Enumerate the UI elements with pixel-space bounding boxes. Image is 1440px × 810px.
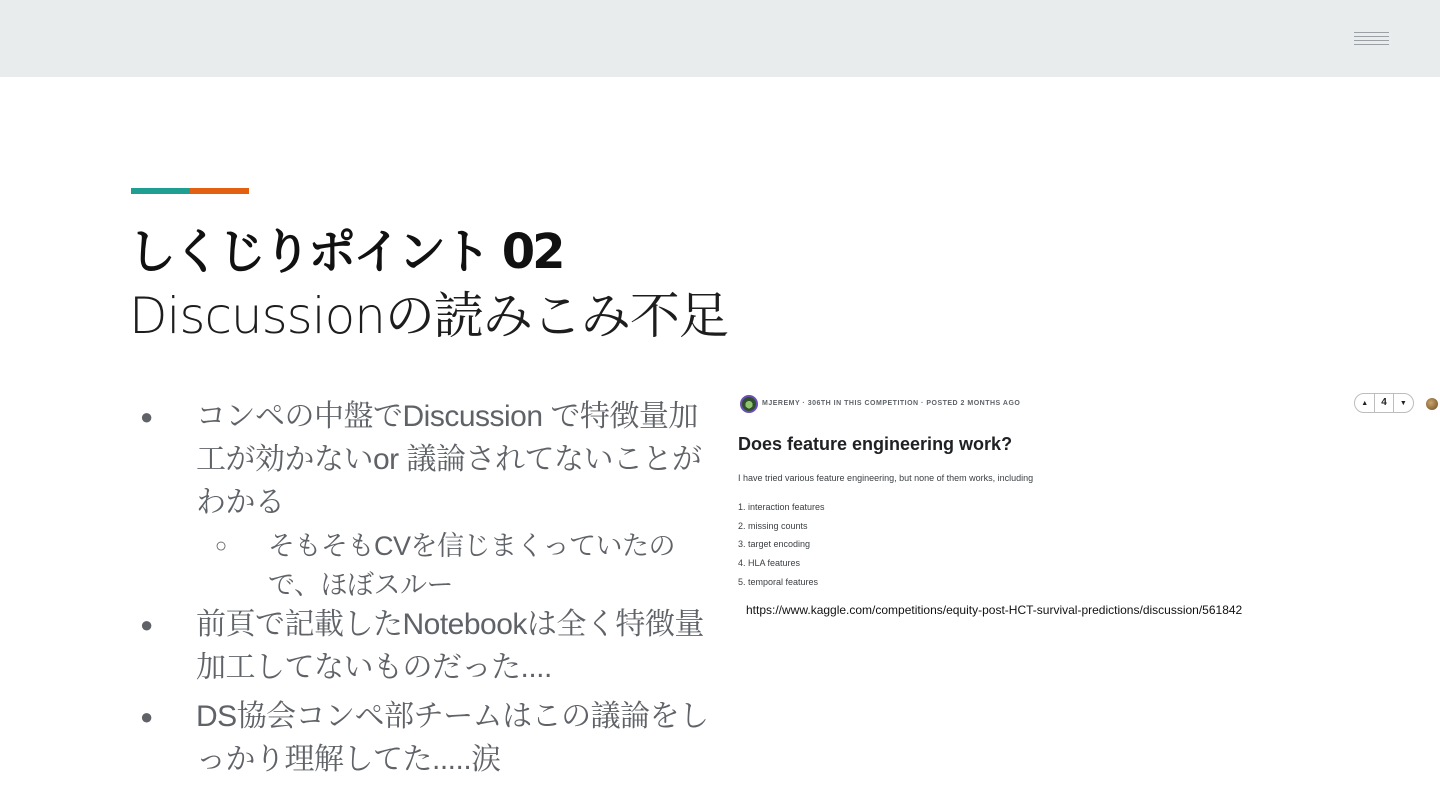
bullet-dot-icon: ● bbox=[140, 704, 154, 729]
medal-icon bbox=[1426, 398, 1438, 410]
caret-down-icon[interactable]: ▼ bbox=[1399, 399, 1407, 407]
bullet-dot-icon: ● bbox=[140, 404, 154, 429]
feature-list bbox=[738, 501, 825, 594]
list-item: 4. HLA features bbox=[738, 558, 801, 569]
vote-count: 4 bbox=[1374, 394, 1393, 412]
bullet-text: 前頁で記載したNotebookは全く特徴量加工してないものだった.... bbox=[196, 608, 704, 684]
bullet-text: DS協会コンペ部チームはこの議論をしっかり理解してた.....涙 bbox=[196, 700, 709, 776]
bullet-dot-icon: ● bbox=[140, 612, 154, 637]
hamburger-menu-icon[interactable] bbox=[1354, 32, 1389, 46]
top-bar bbox=[0, 0, 1440, 77]
slide-subtitle: Discussionの読みこみ不足 bbox=[129, 287, 728, 345]
list-item: 2. missing counts bbox=[738, 520, 808, 531]
list-item: 3. target encoding bbox=[738, 539, 811, 550]
accent-bar-teal bbox=[131, 188, 190, 194]
discussion-title: Does feature engineering work? bbox=[738, 434, 1013, 454]
discussion-body: I have tried various feature engineering, but none of them works, including bbox=[738, 473, 1034, 483]
slide-title: しくじりポイント 02 bbox=[128, 224, 563, 280]
vote-widget bbox=[1354, 393, 1414, 413]
discussion-screenshot bbox=[730, 385, 1440, 595]
list-item: 5. temporal features bbox=[738, 576, 819, 587]
bullet-text: コンペの中盤でDiscussion で特徴量加工が効かないor 議論されてないことがわかる bbox=[196, 400, 702, 519]
discussion-link[interactable]: https://www.kaggle.com/competitions/equity-post-HCT-survival-predictions/discussion/561842 bbox=[746, 603, 1243, 617]
accent-bar-orange bbox=[190, 188, 249, 194]
list-item: 1. interaction features bbox=[738, 502, 825, 512]
post-meta: MJEREMY · 306TH IN THIS COMPETITION · POSTED 2 MONTHS AGO bbox=[762, 400, 1021, 407]
caret-up-icon[interactable]: ▲ bbox=[1361, 399, 1369, 407]
sub-bullet-text: そもそもCVを信じまくっていたので、ほぼスルー bbox=[268, 531, 675, 600]
sub-bullet-circle-icon: ○ bbox=[215, 535, 228, 557]
user-avatar bbox=[740, 395, 758, 413]
